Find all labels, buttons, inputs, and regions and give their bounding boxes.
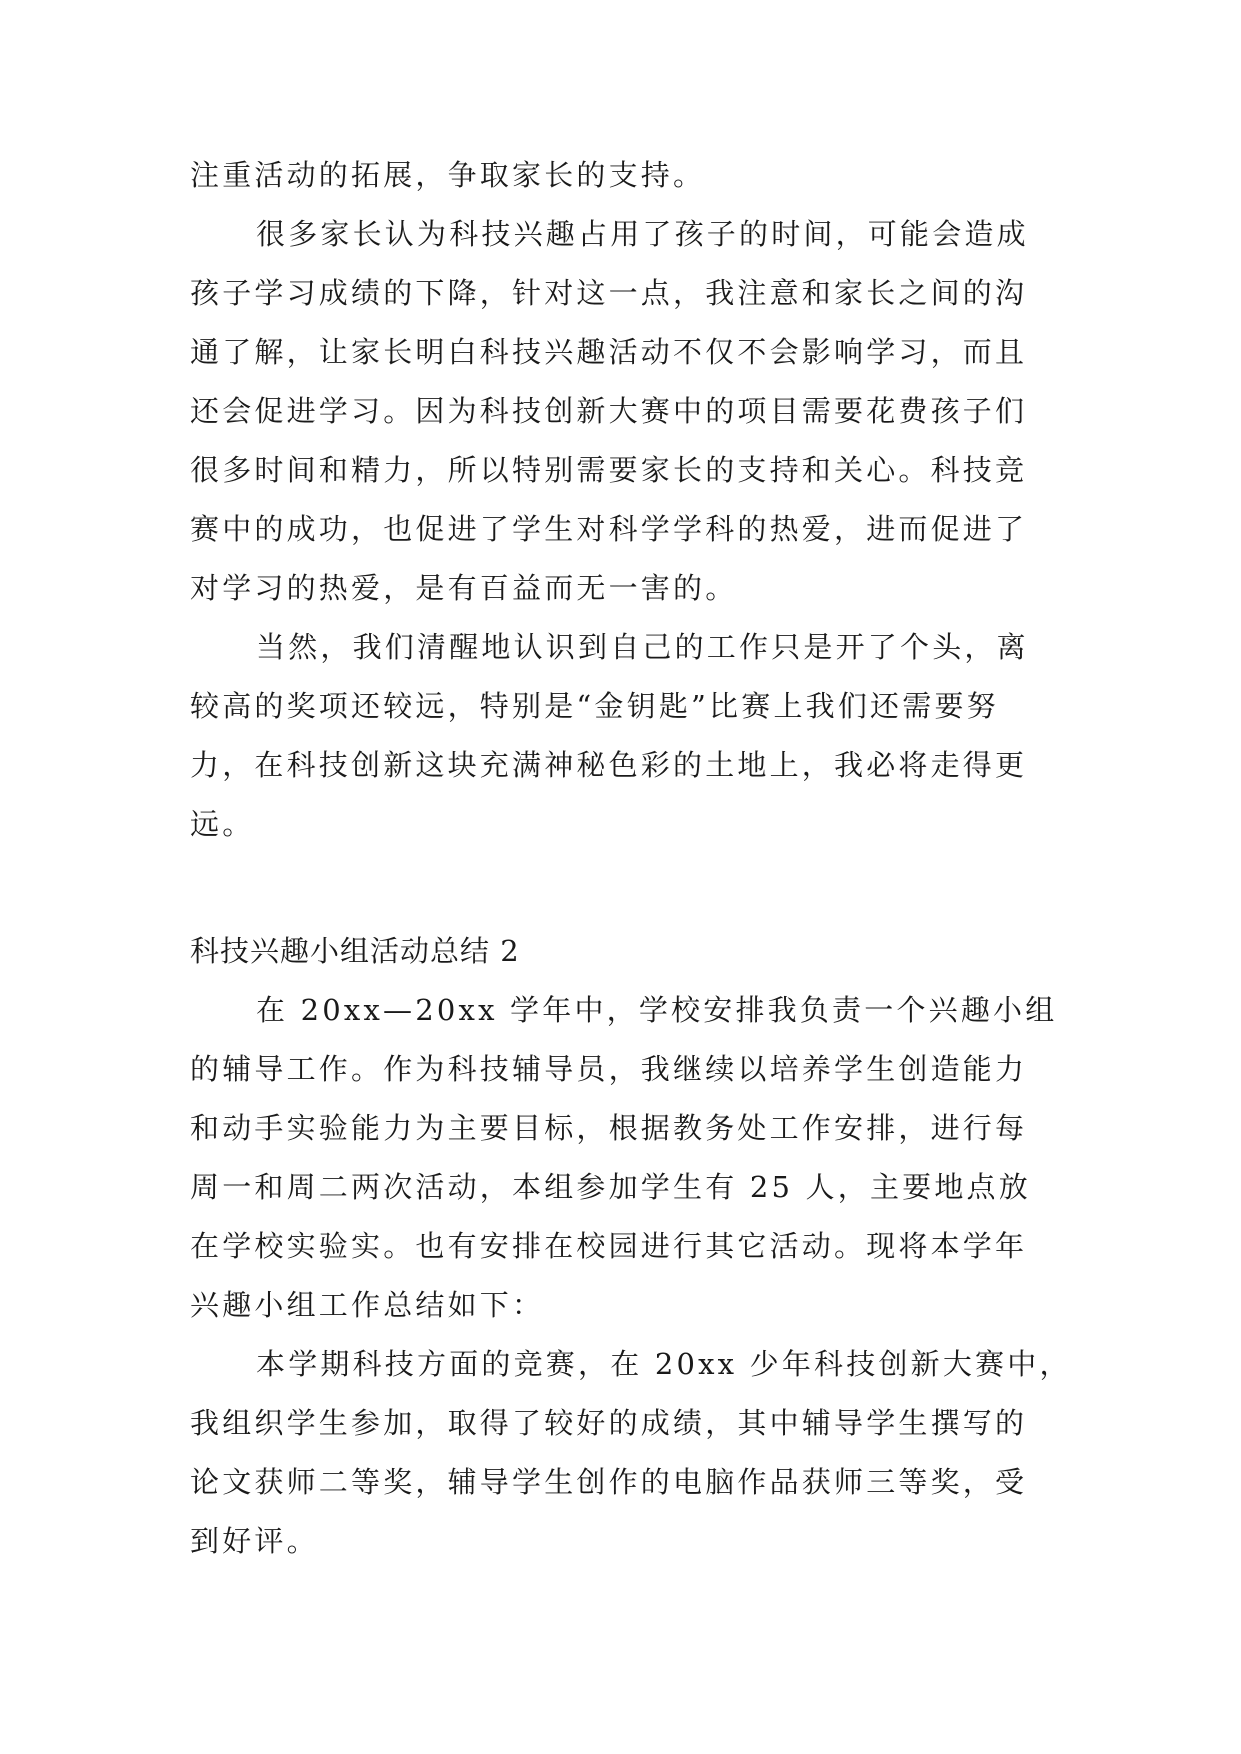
text-line: 的辅导工作。作为科技辅导员，我继续以培养学生创造能力 [190,1052,1028,1086]
text-line: 当然，我们清醒地认识到自己的工作只是开了个头，离 [256,630,1029,664]
text-line: 论文获师二等奖，辅导学生创作的电脑作品获师三等奖，受 [190,1465,1028,1499]
text-line: 还会促进学习。因为科技创新大赛中的项目需要花费孩子们 [190,394,1028,428]
text-line: 对学习的热爱，是有百益而无一害的。 [190,571,738,605]
paragraph [190,1347,1072,1558]
text-line: 较高的奖项还较远，特别是“金钥匙”比赛上我们还需要努 [190,689,999,723]
paragraph [190,217,1052,605]
document-page [190,158,1072,1583]
paragraph [190,158,1052,192]
text-line: 孩子学习成绩的下降，针对这一点，我注意和家长之间的沟 [190,276,1028,310]
text-line: 到好评。 [190,1524,319,1558]
text-line: 兴趣小组工作总结如下： [190,1288,545,1322]
paragraph [190,993,1058,1322]
text-line: 力，在科技创新这块充满神秘色彩的土地上，我必将走得更 [190,748,1028,782]
text-line: 远。 [190,807,255,841]
text-line: 在 20xx—20xx 学年中，学校安排我负责一个兴趣小组 [256,993,1058,1027]
text-line: 很多家长认为科技兴趣占用了孩子的时间，可能会造成 [256,217,1029,251]
section-heading: 科技兴趣小组活动总结 2 [190,934,520,968]
text-line: 我组织学生参加，取得了较好的成绩，其中辅导学生撰写的 [190,1406,1028,1440]
text-line: 很多时间和精力，所以特别需要家长的支持和关心。科技竞 [190,453,1028,487]
text-line: 本学期科技方面的竞赛，在 20xx 少年科技创新大赛中， [256,1347,1072,1381]
text-line: 通了解，让家长明白科技兴趣活动不仅不会影响学习，而且 [190,335,1028,369]
paragraph [190,630,1052,841]
text-line: 注重活动的拓展，争取家长的支持。 [190,158,706,192]
text-line: 和动手实验能力为主要目标，根据教务处工作安排，进行每 [190,1111,1028,1145]
text-line: 赛中的成功，也促进了学生对科学学科的热爱，进而促进了 [190,512,1028,546]
text-line: 在学校实验实。也有安排在校园进行其它活动。现将本学年 [190,1229,1028,1263]
text-line: 周一和周二两次活动，本组参加学生有 25 人，主要地点放 [190,1170,1031,1204]
